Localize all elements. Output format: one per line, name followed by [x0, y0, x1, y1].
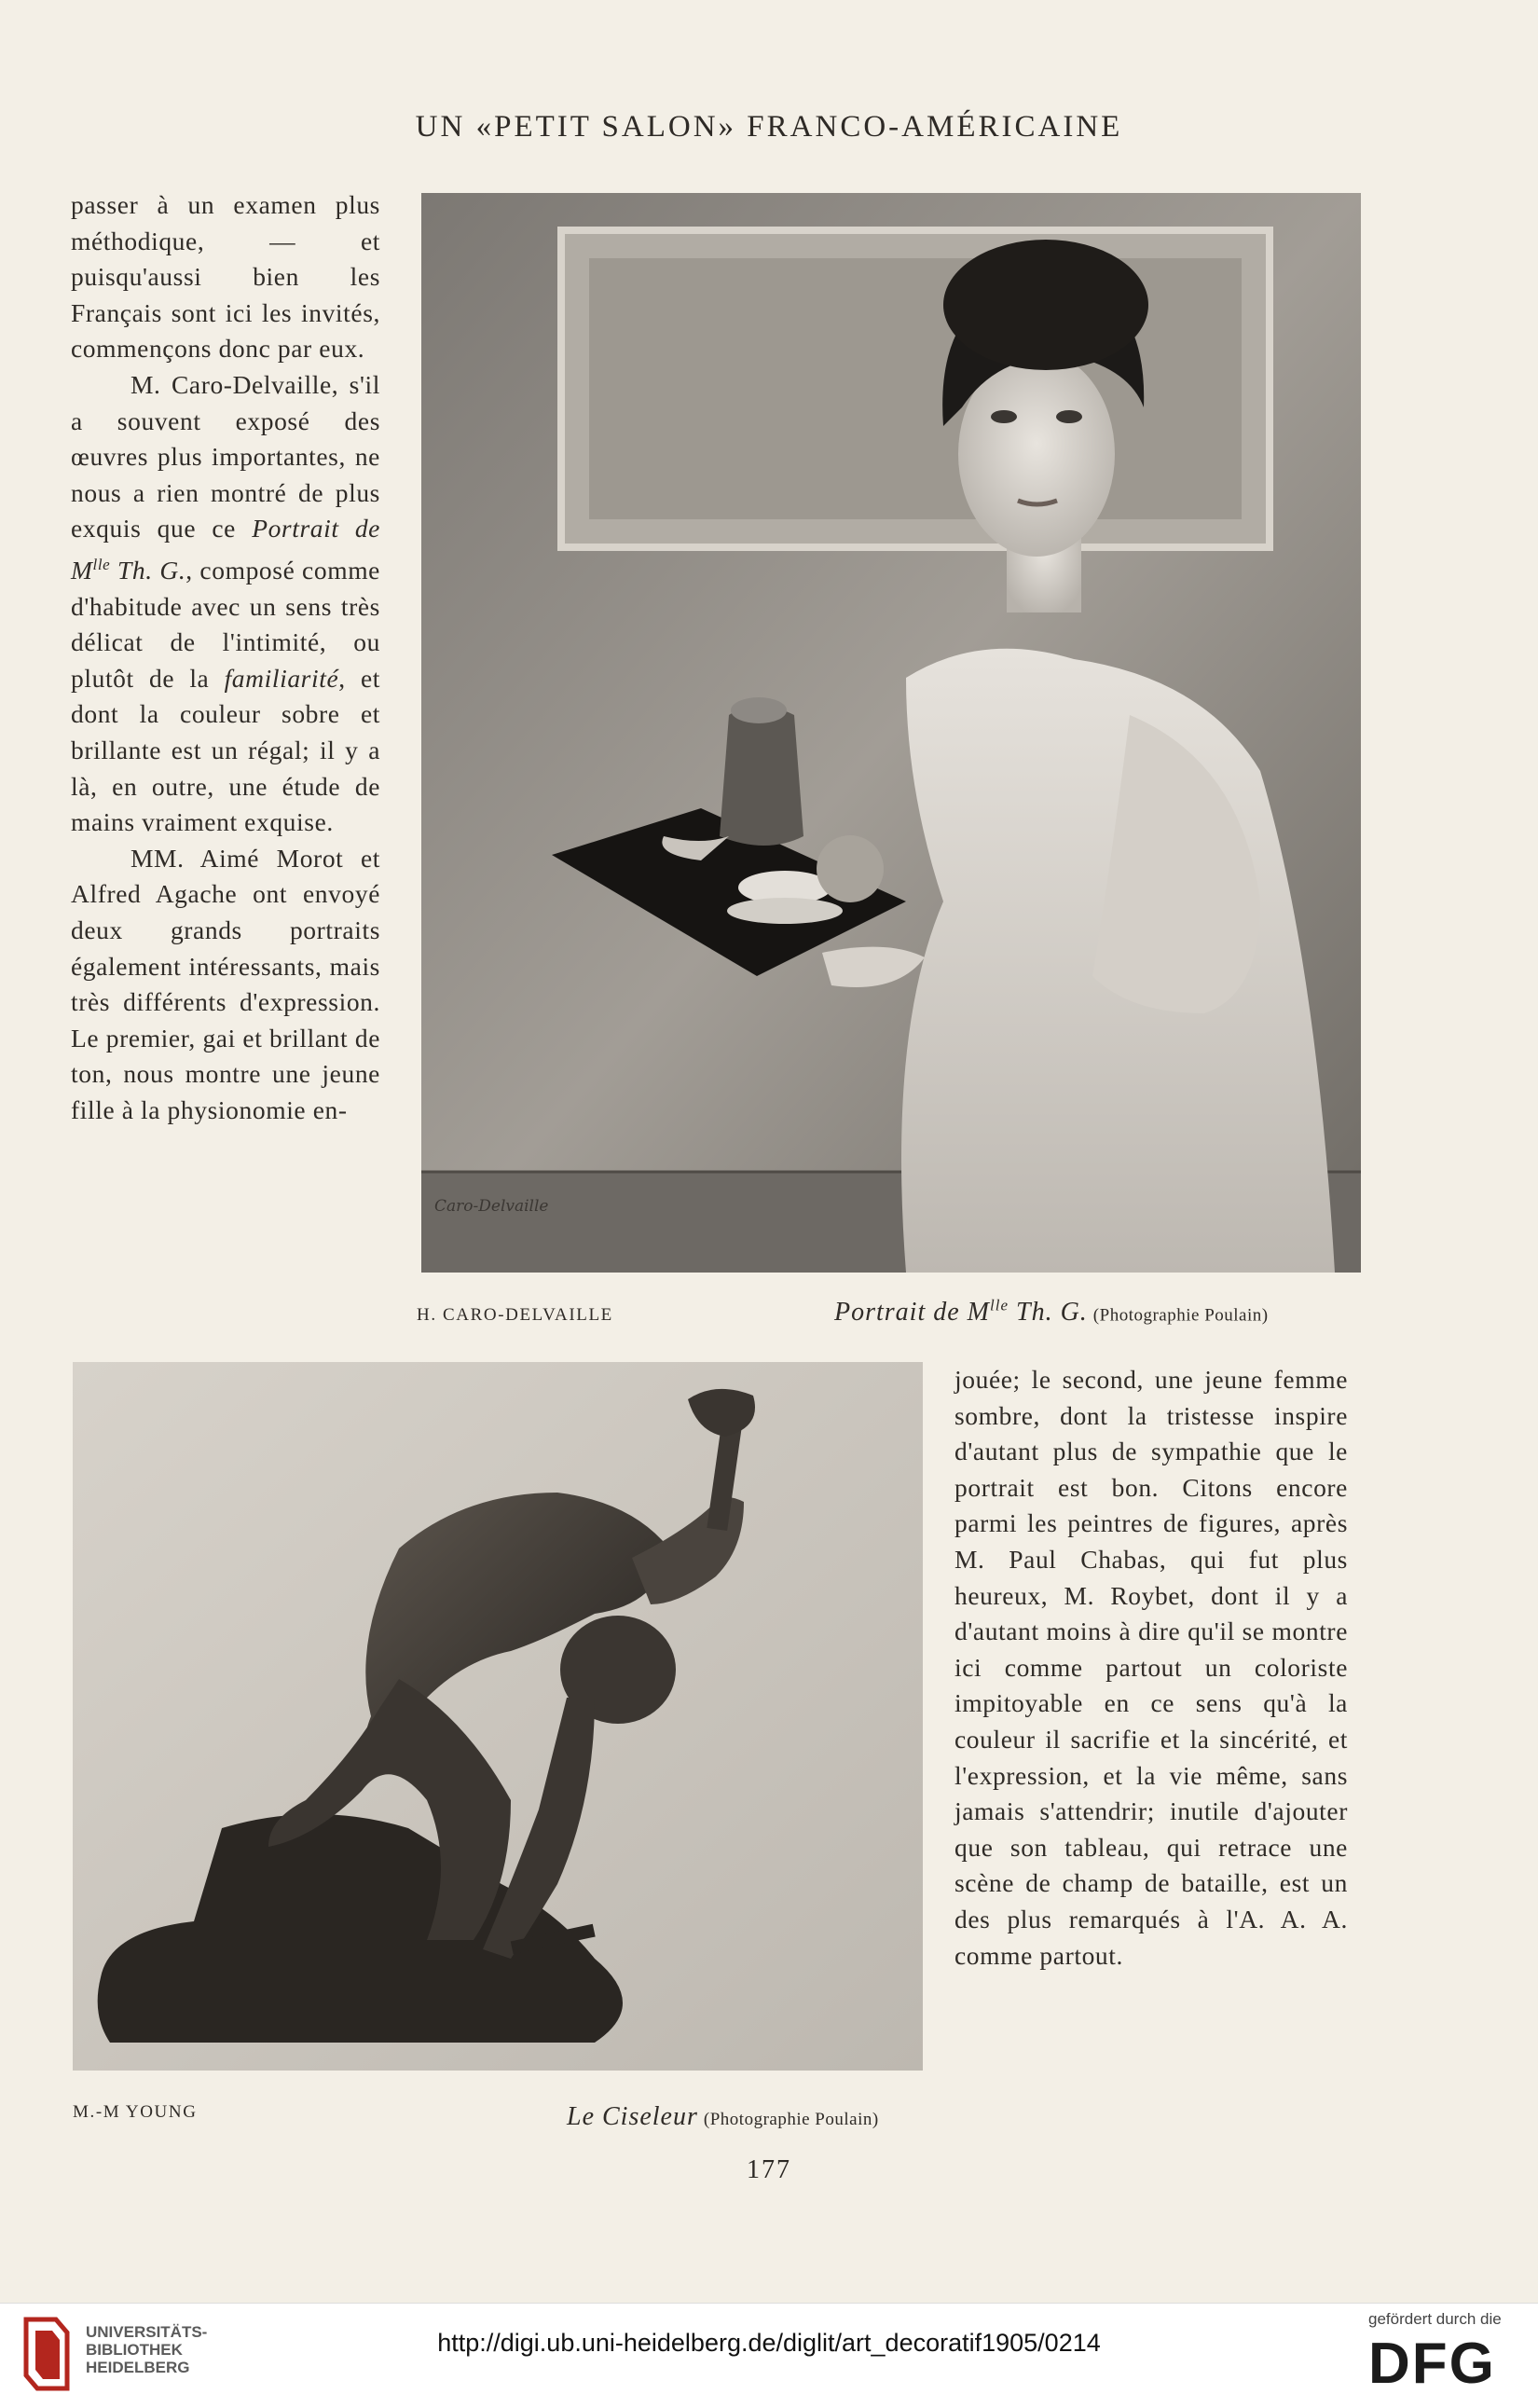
right-text-column — [954, 1362, 1348, 1974]
figure2-caption — [567, 2102, 879, 2132]
sculpture-image — [73, 1362, 923, 2071]
figure2-credit: (Photographie Poulain) — [703, 2110, 879, 2129]
left-text-column — [71, 187, 380, 1129]
figure1-title: Portrait de $M^{lle}$ Th. G. — [834, 1297, 1088, 1328]
paragraph-1: passer à un examen plus méthodique, — et puisqu'aussi bien les Français sont ici les invités, commençons donc par eux. — [71, 190, 380, 364]
figure1-caption — [834, 1297, 1269, 1328]
paragraph-2-text-b: , composé comme d'habitude avec un sens très délicat de l'intimité, ou plutôt de la — [71, 556, 380, 693]
paragraph-2-text-c: , et dont la couleur sobre et brillante est un régal; il y a là, en outre, une étude de mains vraiment exquise. — [71, 663, 380, 837]
painting-signature: Caro-Delvaille — [434, 1197, 549, 1216]
paragraph-2-title: Portrait de $M^{lle}$ Th. G. — [71, 514, 380, 585]
paragraph-2 — [71, 367, 380, 841]
figure2-artist: M.-M YOUNG — [73, 2102, 198, 2122]
university-library-name: UNIVERSITÄTS- BIBLIOTHEK HEIDELBERG — [86, 2323, 208, 2376]
portrait-painting-image — [421, 193, 1361, 1273]
figure1-artist: H. CARO-DELVAILLE — [417, 1305, 613, 1325]
paragraph-3: MM. Aimé Morot et Alfred Agache ont envoyé deux grands portraits également intéressants, mais très différents d'expression. Le premier, gai et brillant de ton, nous montre une jeune fille à la physionomie en- — [71, 843, 380, 1124]
paragraph-2-italic: familiarité — [224, 663, 339, 693]
figure2-title: Le Ciseleur — [567, 2102, 698, 2131]
page-number: 177 — [747, 2155, 791, 2184]
paragraph-2-text-a: M. Caro-Delvaille, s'il a souvent exposé des œuvres plus importantes, ne nous a rien montré de plus exquis que ce — [71, 369, 380, 544]
source-url-link[interactable]: http://digi.ub.uni-heidelberg.de/diglit/art_decoratif1905/0214 — [437, 2329, 1101, 2357]
running-head: UN «PETIT SALON» FRANCO-AMÉRICAINE — [415, 110, 1123, 144]
dfg-logo-icon: DFG — [1368, 2332, 1496, 2396]
funding-note: gefördert durch die — [1368, 2310, 1502, 2328]
figure1-credit: (Photographie Poulain) — [1092, 1305, 1269, 1326]
right-column-paragraph: jouée; le second, une jeune femme sombre, dont la tristesse inspire d'autant plus de sympathie que le portrait est bon. Citons encore parmi les peintres de figures, après M. Paul Chabas, qui fut plus heureux, M. Roybet, dont il y a d'autant moins à dire qu'il se montre ici comme partout un coloriste impitoyable en ce sens qu'à la couleur il sacrifie et la sincérité, et l'expression, et la vie même, sans jamais s'attendrir; inutile d'ajouter que son tableau, qui retrace une scène de champ de bataille, est un des plus remarqués à l'A. A. A. comme partout. — [954, 1365, 1348, 1970]
